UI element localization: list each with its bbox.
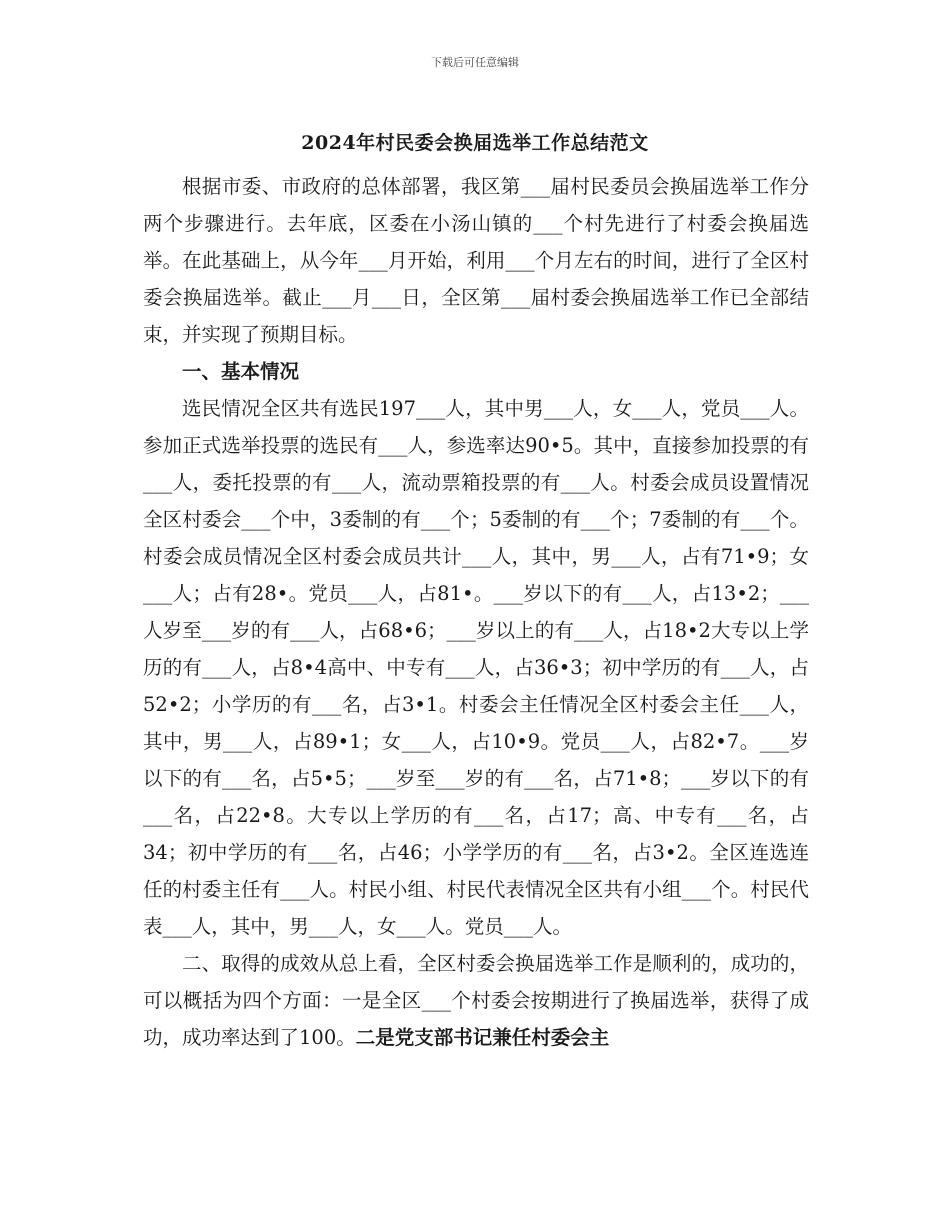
basic-situation-paragraph: 选民情况全区共有选民197___人，其中男___人，女___人，党员___人。参加正式选举投票的选民有___人，参选率达90•5。其中，直接参加投票的有___人，委托投票的有___人，流动票箱投票的有___人。村委会成员设置情况全区村委会___个中，3委制的有___个；5委制的有___个；7委制的有___个。村委会成员情况全区村委会成员共计___人，其中，男___人，占有71•9；女___人；占有28•。党员___人，占81•。___岁以下的有___人，占13•2；___人岁至___岁的有___人，占68•6；___岁以上的有___人，占18•2大专以上学历的有___人，占8•4高中、中专有___人，占36•3；初中学历的有___人，占52•2；小学历的有___名，占3•1。村委会主任情况全区村委会主任___人，其中，男___人，占89•1；女___人，占10•9。党员___人，占82•7。___岁以下的有___名，占5•5；___岁至___岁的有___名，占71•8；___岁以下的有___名，占22•8。大专以上学历的有___名，占17；高、中专有___名，占34；初中学历的有___名，占46；小学学历的有___名，占3•2。全区连选连任的村委主任有___人。村民小组、村民代表情况全区共有小组___个。村民代表___人，其中，男___人，女___人。党员___人。 <box>143 397 809 938</box>
achievements-bold-text: 二是党支部书记兼任村委会主 <box>355 1026 610 1049</box>
achievements-text: 二、取得的成效从总上看，全区村委会换届选举工作是顺利的，成功的，可以概括为四个方面：一是全区___个村委会按期进行了换届选举，获得了成功，成功率达到了100。 <box>143 952 809 1049</box>
document-body <box>143 168 809 1056</box>
intro-paragraph: 根据市委、市政府的总体部署，我区第___届村民委员会换届选举工作分两个步骤进行。去年底，区委在小汤山镇的___个村先进行了村委会换届选举。在此基础上，从今年___月开始，利用___个月左右的时间，进行了全区村委会换届选举。截止___月___日，全区第___届村委会换届选举工作已全部结束，并实现了预期目标。 <box>143 175 809 346</box>
achievements-paragraph <box>143 945 809 1056</box>
header-note: 下载后可任意编辑 <box>431 56 519 69</box>
section-heading-basic-situation: 一、基本情况 <box>182 360 300 383</box>
document-title: 2024年村民委会换届选举工作总结范文 <box>301 132 649 154</box>
